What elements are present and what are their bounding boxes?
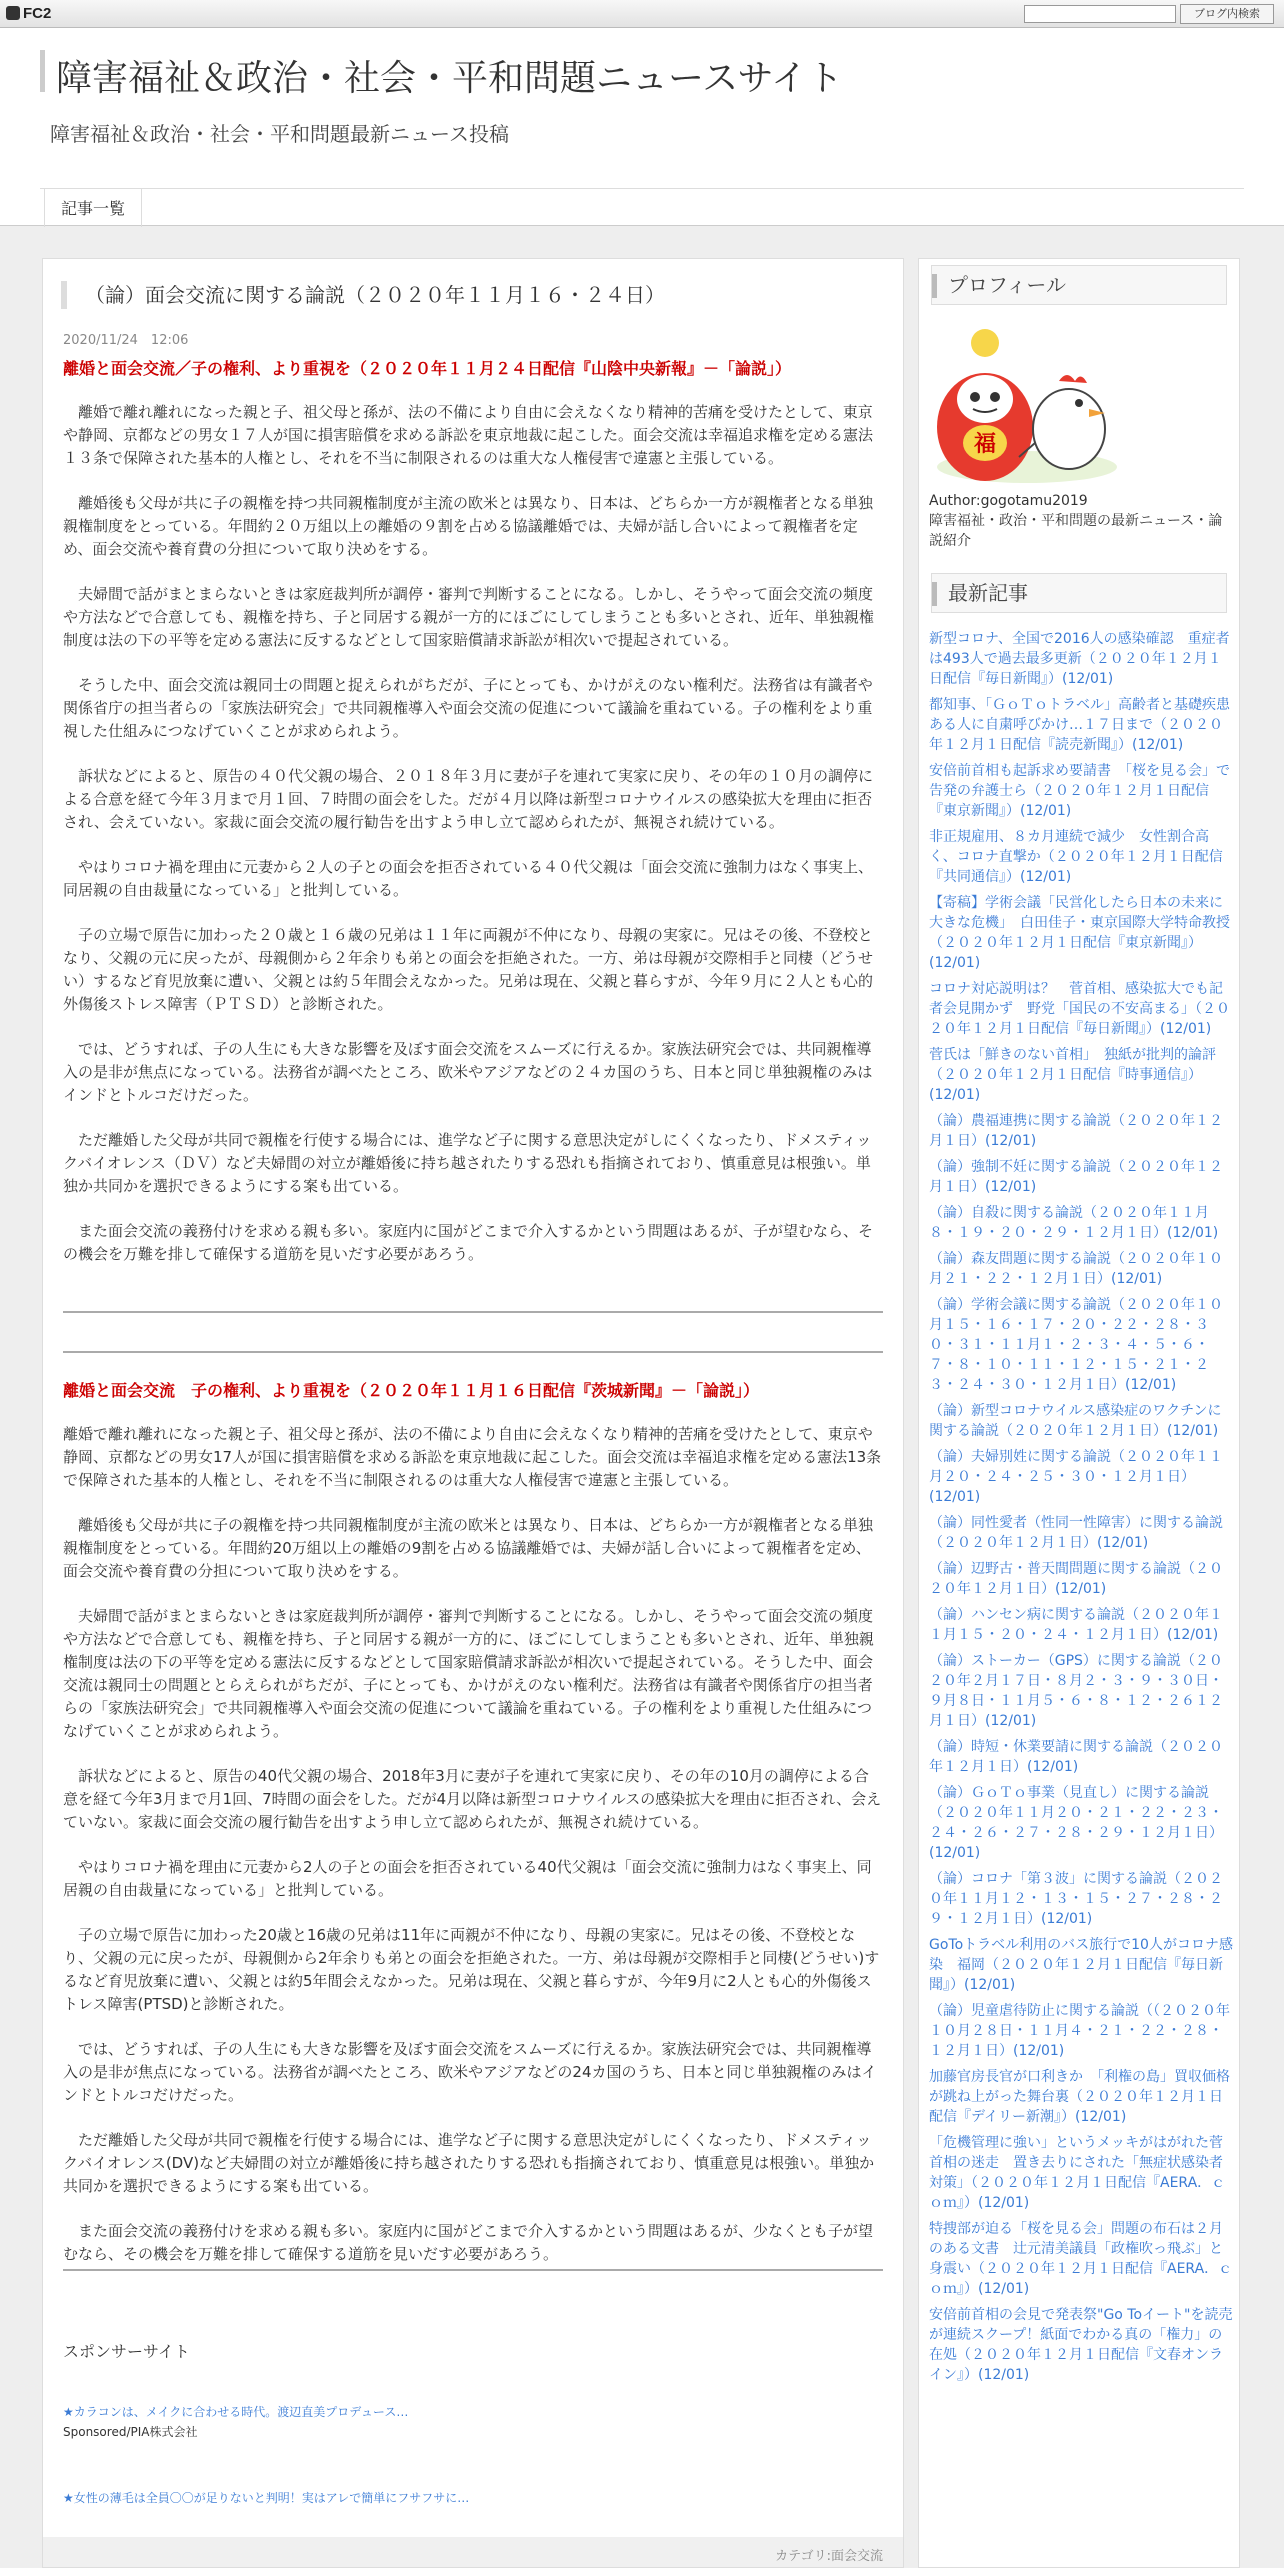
recent-post-link[interactable]: （論）コロナ「第３波」に関する論説（２０２０年１１月１２・１３・１５・２７・２８・２９・１２月１日）(12/01) [929, 1871, 1223, 1927]
main-content [42, 258, 904, 2568]
recent-post-link[interactable]: （論）学術会議に関する論説（２０２０年１０月１５・１６・１７・２０・２２・２８・３０・３１・１１月１・２・３・４・５・６・７・８・１０・１１・１２・１５・２１・２３・２４・３０・１２月１日）(12/01) [929, 1297, 1223, 1393]
recent-post-link[interactable]: （論）辺野古・普天間問題に関する論説（２０２０年１２月１日）(12/01) [929, 1561, 1223, 1597]
blog-search-input[interactable] [1024, 5, 1176, 23]
recent-post-link[interactable]: （論）新型コロナウイルス感染症のワクチンに関する論説（２０２０年１２月１日）(12/01) [929, 1403, 1222, 1439]
recent-post-link[interactable]: 「危機管理に強い」というメッキがはがれた菅首相の迷走 置き去りにされた「無症状感染者対策」（２０２０年１２月１日配信『AERA．ｃｏｍ』）(12/01) [929, 2135, 1226, 2211]
recent-post-link[interactable]: コロナ対応説明は？ 菅首相、感染拡大でも記者会見開かず 野党「国民の不安高まる」（２０２０年１２月１日配信『毎日新聞』）(12/01) [929, 981, 1230, 1037]
site-description: 障害福祉＆政治・社会・平和問題最新ニュース投稿 [50, 122, 509, 146]
author-info [929, 491, 1229, 551]
recent-post-link[interactable]: 非正規雇用、８カ月連続で減少 女性割合高く、コロナ直撃か（２０２０年１２月１日配信『共同通信』）(12/01) [929, 829, 1223, 885]
fc2-logo-icon [6, 6, 20, 20]
article-2 [63, 1379, 883, 2288]
recent-post-link[interactable]: （論）ストーカー（GPS）に関する論説（２０２０年２月１７日・８月２・３・９・３０日・９月８日・１１月５・６・８・１２・２６１２月１日）(12/01) [929, 1653, 1223, 1729]
article-paragraph: そうした中、面会交流は親同士の問題と捉えられがちだが、子にとっても、かけがえのない権利だ。法務省は有識者や関係省庁の担当者らの「家族法研究会」で共同親権導入や面会交流の促進について議論を重ねている。子の権利をより重視した仕組みにつなげていくことが求められよう。 [63, 676, 873, 740]
article-paragraph: やはりコロナ禍を理由に元妻から２人の子との面会を拒否されている４０代父親は「面会交流に強制力はなく事実上、同居親の自由裁量になっている」と批判している。 [63, 858, 874, 899]
recent-post-link[interactable]: 【寄稿】学術会議「民営化したら日本の未来に大きな危機」 白田佳子・東京国際大学特命教授（２０２０年１２月１日配信『東京新聞』）(12/01) [929, 895, 1230, 971]
recent-post-link[interactable]: （論）時短・休業要請に関する論説（２０２０年１２月１日）(12/01) [929, 1739, 1223, 1775]
divider [63, 1351, 883, 1353]
article-paragraph: 子の立場で原告に加わった20歳と16歳の兄弟は11年に両親が不仲になり、母親の実家に。兄はその後、不登校となり、父親の元に戻ったが、母親側から2年余りも弟との面会を拒絶された。一方、弟は母親が交際相手と同棲(どうせい)するなど育児放棄に遭い、父親とは約5年間会えなかった。兄弟は現在、父親と暮らすが、今年9月に2人とも心的外傷後ストレス障害(PTSD)と診断された。 [63, 1926, 880, 2013]
site-header [0, 28, 1284, 226]
sponsored-link[interactable]: ★カラコンは、メイクに合わせる時代。渡辺直美プロデュース… [63, 2405, 409, 2419]
recent-post-link[interactable]: 新型コロナ、全国で2016人の感染確認 重症者は493人で過去最多更新（２０２０年１２月１日配信『毎日新聞』）(12/01) [929, 631, 1230, 687]
recent-post-link[interactable]: 安倍前首相の会見で発表祭"Go Toイート"を読売が連続スクープ！紙面でわかる真の「権力」の在処（２０２０年１２月１日配信『文春オンライン』）(12/01) [929, 2307, 1233, 2383]
global-nav [40, 188, 1244, 226]
article-paragraph: 訴状などによると、原告の４０代父親の場合、２０１８年３月に妻が子を連れて実家に戻り、その年の１０月の調停による合意を経て今年３月まで月１回、７時間の面会をした。だが４月以降は新型コロナウイルスの感染拡大を理由に拒否され、会えていない。家裁に面会交流の履行勧告を出すよう申し立て認められたが、無視され続けている。 [63, 767, 874, 831]
article-paragraph: 離婚で離れ離れになった親と子、祖父母と孫が、法の不備により自由に会えなくなり精神的苦痛を受けたとして、東京や静岡、京都などの男女１７人が国に損害賠償を求める訴訟を東京地裁に起こした。面会交流は幸福追求権を定める憲法１３条で保障された基本的人権とし、それを不当に制限されるのは重大な人権侵害で違憲と主張している。 [63, 403, 874, 467]
divider [63, 1311, 883, 1313]
recent-post-link[interactable]: 安倍前首相も起訴求め要請書 「桜を見る会」で告発の弁護士ら（２０２０年１２月１日配信『東京新聞』）(12/01) [929, 763, 1230, 819]
avatar-fuku-text: 福 [973, 432, 997, 457]
recent-heading: 最新記事 [931, 573, 1227, 613]
recent-post-link[interactable]: 菅氏は「鮮きのない首相」 独紙が批判的論評（２０２０年１２月１日配信『時事通信』）(12/01) [929, 1047, 1216, 1103]
article-paragraph: 夫婦間で話がまとまらないときは家庭裁判所が調停・審判で判断することになる。しかし、そうやって面会交流の頻度や方法などで合意しても、親権を持ち、子と同居する親が一方的にほごにしてしまうことも多いとされ、近年、単独親権制度は法の下の平等を定める憲法に反するなどとして国家賠償請求訴訟が相次いで提起されている。 [63, 585, 874, 649]
article-2-heading: 離婚と面会交流 子の権利、より重視を（２０２０年１１月１６日配信『茨城新聞』－「論説」） [63, 1381, 760, 1400]
profile-avatar[interactable] [929, 317, 1125, 485]
recent-post-link[interactable]: 加藤官房長官が口利きか 「利権の島」買収価格が跳ね上がった舞台裏（２０２０年１２月１日配信『デイリー新潮』）(12/01) [929, 2069, 1230, 2125]
article-paragraph: ただ離婚した父母が共同で親権を行使する場合には、進学など子に関する意思決定がしにくくなったり、ドメスティックバイオレンス（ＤＶ）など夫婦間の対立が離婚後に持ち越されたりする恐れも指摘されており、慎重意見は根強い。単独か共同かを選択できるようにする案も出ている。 [63, 1131, 872, 1195]
article-paragraph: 子の立場で原告に加わった２０歳と１６歳の兄弟は１１年に両親が不仲になり、母親の実家に。兄はその後、不登校となり、父親の元に戻ったが、母親側から２年余りも弟との面会を拒絶された。一方、弟は母親が交際相手と同棲（どうせい）するなど育児放棄に遭い、父親とは約５年間会えなかった。兄弟は現在、父親と暮らすが、今年９月に２人とも心的外傷後ストレス障害（ＰＴＳＤ）と診断された。 [63, 926, 874, 1013]
title-accent-bar [40, 50, 45, 92]
author-name: Author:gogotamu2019 [929, 493, 1088, 509]
article-paragraph: 訴状などによると、原告の40代父親の場合、2018年3月に妻が子を連れて実家に戻り、その年の10月の調停による合意を経て今年3月まで月1回、7時間の面会をした。だが4月以降は新型コロナウイルスの感染拡大を理由に拒否され、会えていない。家裁に面会交流の履行勧告を出すよう申し立て認められたが、無視され続けている。 [63, 1767, 882, 1831]
category-link[interactable]: カテゴリ:面会交流 [775, 2549, 883, 2564]
entry-title[interactable]: （論）面会交流に関する論説（２０２０年１１月１６・２４日） [61, 281, 885, 309]
author-description: 障害福祉・政治・平和問題の最新ニュース・論説紹介 [929, 513, 1223, 549]
article-paragraph: 夫婦間で話がまとまらないときは家庭裁判所が調停・審判で判断することになる。しかし、そうやって面会交流の頻度や方法などで合意しても、親権を持ち、子と同居する親が一方的に、ほごにしてしまうことも多いとされ、近年、単独親権制度は法の下の平等を定める憲法に反するなどとして国家賠償請求訴訟が相次いで提起されている。そうした中、面会交流は親同士の問題ととらえられがちだが、子にとっても、かけがえのない権利だ。法務省は有識者や関係省庁の担当者らの「家族法研究会」で共同親権導入や面会交流の促進について議論を重ねている。子の権利をより重視した仕組みにつなげていくことが求められよう。 [63, 1607, 874, 1740]
article-1 [63, 357, 883, 1288]
article-paragraph: また面会交流の義務付けを求める親も多い。家庭内に国がどこまで介入するかという問題はあるが、子が望むなら、その機会を万難を排して確保する道筋を見いだす必要があろう。 [63, 1222, 874, 1263]
sidebar [918, 258, 1240, 2568]
recent-posts-list [929, 629, 1233, 2391]
article-1-heading: 離婚と面会交流／子の権利、より重視を（２０２０年１１月２４日配信『山陰中央新報』－「論説」） [63, 359, 792, 378]
recent-post-link[interactable]: 特捜部が迫る「桜を見る会」問題の布石は２月のある文書 辻元清美議員「政権吹っ飛ぶ」と身震い（２０２０年１２月１日配信『AERA．ｃｏｍ』）(12/01) [929, 2221, 1233, 2297]
recent-post-link[interactable]: （論）ハンセン病に関する論説（２０２０年１１月１５・２０・２４・１２月１日）(12/01) [929, 1607, 1223, 1643]
divider [63, 2269, 883, 2271]
fc2-logo[interactable]: FC2 [6, 5, 51, 22]
recent-post-link[interactable]: （論）ＧｏＴｏ事業（見直し）に関する論説（２０２０年１１月２０・２１・２２・２３・２４・２６・２７・２８・２９・１２月１日）(12/01) [929, 1785, 1223, 1861]
recent-post-link[interactable]: （論）児童虐待防止に関する論説（（２０２０年１０月２８日・１１月４・２１・２２・２８・１２月１日）(12/01) [929, 2003, 1230, 2059]
article-paragraph: では、どうすれば、子の人生にも大きな影響を及ぼす面会交流をスムーズに行えるか。家族法研究会では、共同親権導入の是非が焦点になっている。法務省が調べたところ、欧米やアジアなどの24カ国のうち、日本と同じ単独親権のみはインドとトルコだけだった。 [63, 2040, 877, 2104]
article-paragraph: ただ離婚した父母が共同で親権を行使する場合には、進学など子に関する意思決定がしにくくなったり、ドメスティックバイオレンス(DV)など夫婦間の対立が離婚後に持ち越されたりする恐れも指摘されており、慎重意見は根強い。単独か共同かを選択できるようにする案も出ている。 [63, 2131, 875, 2195]
article-paragraph: 離婚後も父母が共に子の親権を持つ共同親権制度が主流の欧米とは異なり、日本は、どちらか一方が親権者となる単独親権制度をとっている。年間約20万組以上の離婚の9割を占める協議離婚では、夫婦が話し合いによって親権者を定め、面会交流や養育費の分担について取り決めをする。 [63, 1516, 874, 1580]
article-paragraph: 離婚で離れ離れになった親と子、祖父母と孫が、法の不備により自由に会えなくなり精神的苦痛を受けたとして、東京や静岡、京都などの男女17人が国に損害賠償を求める訴訟を東京地裁に起こした。面会交流は幸福追求権を定める憲法13条で保障された基本的人権とし、それを不当に制限されるのは重大な人権侵害で違憲と主張している。 [63, 1425, 882, 1489]
entry-category [43, 2537, 903, 2568]
nav-article-list[interactable]: 記事一覧 [44, 189, 142, 227]
profile-heading: プロフィール [931, 265, 1227, 305]
sponsored-source: Sponsored/PIA株式会社 [63, 2425, 198, 2439]
article-paragraph: また面会交流の義務付けを求める親も多い。家庭内に国がどこまで介入するかという問題はあるが、少なくとも子が望むなら、その機会を万難を排して確保する道筋を見いだす必要があろう。 [63, 2222, 874, 2263]
recent-post-link[interactable]: （論）森友問題に関する論説（２０２０年１０月２１・２２・１２月１日）(12/01) [929, 1251, 1223, 1287]
article-paragraph: では、どうすれば、子の人生にも大きな影響を及ぼす面会交流をスムーズに行えるか。家族法研究会では、共同親権導入の是非が焦点になっている。法務省が調べたところ、欧米やアジアなどの２４カ国のうち、日本と同じ単独親権のみはインドとトルコだけだった。 [63, 1040, 873, 1104]
recent-post-link[interactable]: （論）自殺に関する論説（２０２０年１１月８・１９・２０・２９・１２月１日）(12/01) [929, 1205, 1219, 1241]
article-paragraph: 離婚後も父母が共に子の親権を持つ共同親権制度が主流の欧米とは異なり、日本は、どちらか一方が親権者となる単独親権制度をとっている。年間約２０万組以上の離婚の９割を占める協議離婚では、夫婦が話し合いによって親権者を定め、面会交流や養育費の分担について取り決めをする。 [63, 494, 874, 558]
recent-post-link[interactable]: （論）夫婦別姓に関する論説（２０２０年１１月２０・２４・２５・３０・１２月１日）(12/01) [929, 1449, 1223, 1505]
blog-search-button[interactable]: ブログ内検索 [1180, 4, 1274, 24]
recent-post-link[interactable]: （論）強制不妊に関する論説（２０２０年１２月１日）(12/01) [929, 1159, 1223, 1195]
recent-post-link[interactable]: （論）同性愛者（性同一性障害）に関する論説（２０２０年１２月１日）(12/01) [929, 1515, 1223, 1551]
recent-post-link[interactable]: GoToトラベル利用のバス旅行で10人がコロナ感染 福岡（２０２０年１２月１日配信『毎日新聞』）(12/01) [929, 1937, 1233, 1993]
site-title[interactable]: 障害福祉＆政治・社会・平和問題ニュースサイト [56, 58, 843, 99]
sponsored-link[interactable]: ★女性の薄毛は全員〇〇が足りないと判明！実はアレで簡単にフサフサに… [63, 2491, 470, 2505]
recent-post-link[interactable]: 都知事、「ＧｏＴｏトラベル」高齢者と基礎疾患ある人に自粛呼びかけ…１７日まで（２０２０年１２月１日配信『読売新聞』）(12/01) [929, 697, 1230, 753]
article-paragraph: やはりコロナ禍を理由に元妻から2人の子との面会を拒否されている40代父親は「面会交流に強制力はなく事実上、同居親の自由裁量になっている」と批判している。 [63, 1858, 872, 1899]
entry-date: 2020/11/24 12:06 [63, 333, 189, 348]
fc2-toolbar [0, 0, 1284, 28]
sponsor-title: スポンサーサイト [63, 2342, 190, 2361]
recent-post-link[interactable]: （論）農福連携に関する論説（２０２０年１２月１日）(12/01) [929, 1113, 1223, 1149]
